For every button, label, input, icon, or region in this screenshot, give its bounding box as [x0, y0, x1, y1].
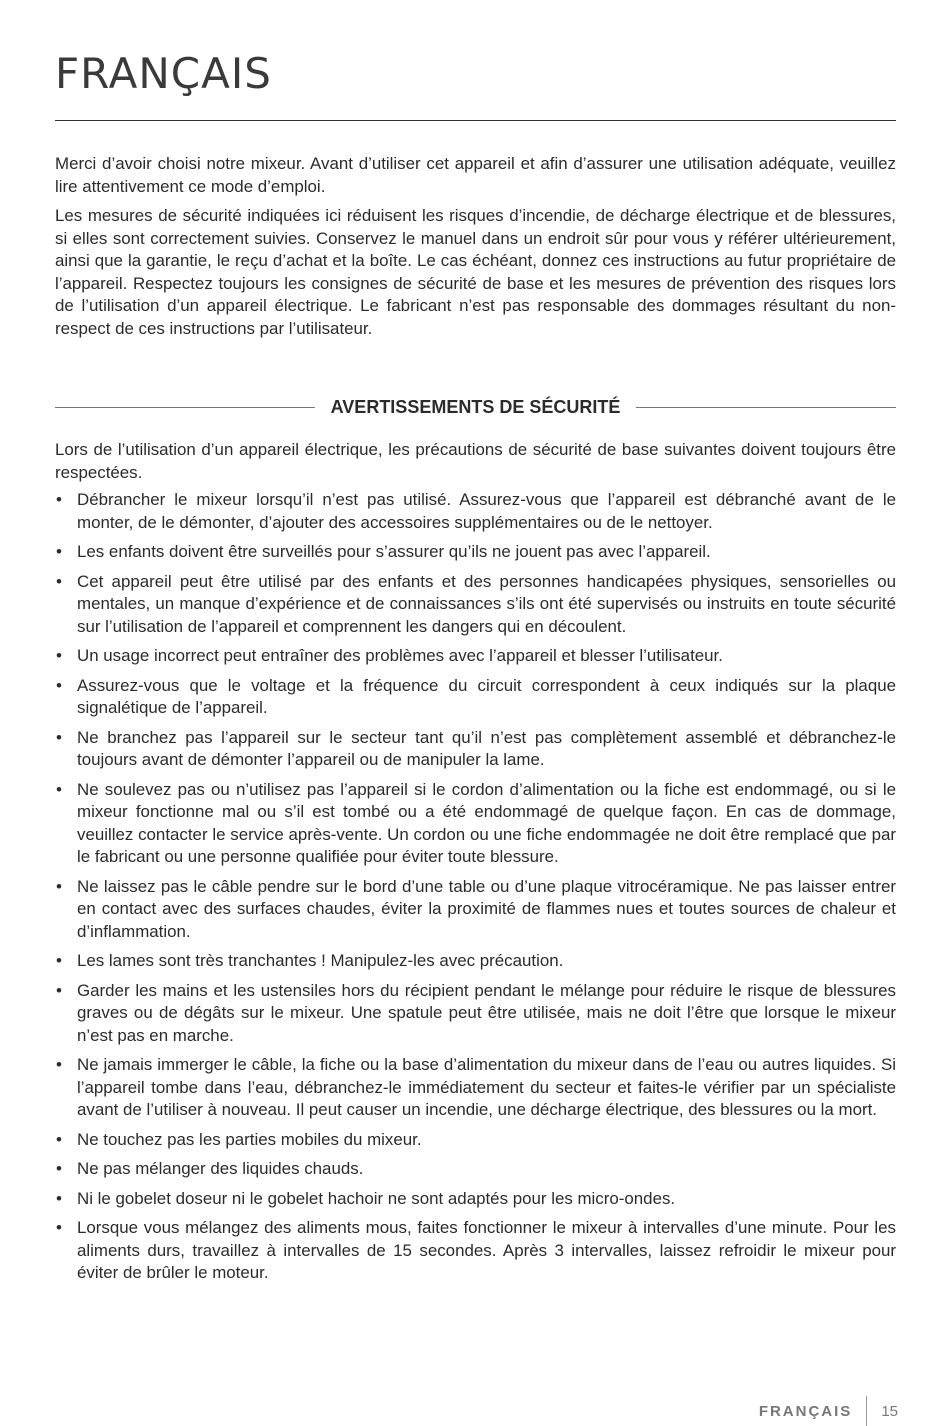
page-number: 15 — [881, 1402, 898, 1420]
warning-text: Les enfants doivent être surveillés pour s’assurer qu’ils ne jouent pas avec l’appareil. — [77, 542, 711, 561]
bullet-marker: • — [56, 951, 62, 970]
warning-text: Ni le gobelet doseur ni le gobelet hachoir ne sont adaptés pour les micro-ondes. — [77, 1188, 676, 1208]
safety-warnings-list — [55, 489, 896, 1292]
warning-text: Les lames sont très tranchantes ! Manipulez-les avec précaution. — [77, 951, 564, 970]
warning-item — [55, 541, 896, 564]
bullet-marker: • — [56, 542, 62, 561]
warning-item — [55, 980, 896, 1048]
warning-text: Ne touchez pas les parties mobiles du mixeur. — [77, 1129, 422, 1149]
bullet-marker: • — [56, 876, 62, 896]
warning-text: Un usage incorrect peut entraîner des problèmes avec l’appareil et blesser l’utilisateur. — [77, 646, 723, 665]
section-heading-text: AVERTISSEMENTS DE SÉCURITÉ — [330, 396, 621, 417]
section-lead-paragraph: Lors de l’utilisation d’un appareil électrique, les précautions de sécurité de base suivantes doivent toujours être respectées. — [55, 440, 896, 482]
bullet-marker: • — [56, 1055, 62, 1074]
warning-item — [55, 645, 896, 668]
section-heading-safety-warnings — [55, 394, 896, 420]
warning-item — [55, 876, 896, 944]
bullet-marker: • — [56, 1129, 62, 1149]
warning-item — [55, 779, 896, 869]
footer-language-label: FRANÇAIS — [758, 1402, 853, 1420]
warning-text: Cet appareil peut être utilisé par des enfants et des personnes handicapées physiques, sensorielles ou mentales, un manque d’expérience et de connaissances s’ils ont été supervisés ou instruits en toute sécurité sur l’utilisation de l’appareil et comprennent les dangers qui en découlent. — [77, 571, 896, 636]
footer-divider — [866, 1396, 867, 1426]
warning-text: Ne branchez pas l’appareil sur le secteur tant qu’il n’est pas complètement assemblé et débranchez-le toujours avant de démonter l’appareil ou de manipuler la lame. — [77, 727, 896, 769]
warning-item — [55, 1217, 896, 1285]
bullet-marker: • — [56, 1188, 62, 1208]
bullet-marker: • — [56, 646, 62, 665]
warning-text: Débrancher le mixeur lorsqu’il n’est pas utilisé. Assurez-vous que l’appareil est débranché avant de le monter, de le démonter, d’ajouter des accessoires supplémentaires ou de le nettoyer. — [77, 490, 896, 532]
warning-item — [55, 1054, 896, 1122]
warning-item — [55, 675, 896, 720]
warning-item — [55, 1158, 896, 1181]
bullet-marker: • — [56, 980, 62, 1000]
bullet-marker: • — [56, 779, 62, 799]
page-title: FRANÇAIS — [55, 49, 272, 98]
bullet-marker: • — [56, 675, 62, 695]
warning-item — [55, 1129, 896, 1152]
page-footer — [759, 1396, 898, 1426]
heading-rule-left — [55, 407, 315, 408]
intro-paragraph-1: Merci d’avoir choisi notre mixeur. Avant d’utiliser cet appareil et afin d’assurer une utilisation adéquate, veuillez lire attentivement ce mode d’emploi. — [55, 154, 896, 196]
bullet-marker: • — [56, 571, 62, 591]
bullet-marker: • — [56, 1218, 62, 1237]
warning-text: Assurez-vous que le voltage et la fréquence du circuit correspondent à ceux indiqués sur la plaque signalétique de l’appareil. — [77, 675, 896, 717]
warning-text: Ne laissez pas le câble pendre sur le bord d’une table ou d’une plaque vitrocéramique. Ne pas laisser entrer en contact avec des surfaces chaudes, éviter la proximité de flammes nues et toutes sources de chaleur et d’inflammation. — [77, 876, 896, 941]
bullet-marker: • — [56, 1159, 62, 1178]
warning-text: Ne soulevez pas ou n’utilisez pas l’appareil si le cordon d’alimentation ou la fiche est endommagé, ou si le mixeur fonctionne mal ou s’il est tombé ou a été endommagé de quelque façon. En cas de dommage, veuillez contacter le service après-vente. Un cordon ou une fiche endommagée ne doit être remplacé que par le fabricant ou une personne qualifiée pour éviter toute blessure. — [77, 779, 896, 866]
warning-item — [55, 571, 896, 639]
warning-text: Garder les mains et les ustensiles hors du récipient pendant le mélange pour réduire le risque de blessures graves ou de dégâts sur le mixeur. Une spatule peut être utilisée, mais ne doit l’être que lorsque le mixeur n’est pas en marche. — [77, 980, 896, 1045]
warning-text: Ne pas mélanger des liquides chauds. — [77, 1159, 364, 1178]
intro-paragraph-2: Les mesures de sécurité indiquées ici réduisent les risques d’incendie, de décharge électrique et de blessures, si elles sont correctement suivies. Conservez le manuel dans un endroit sûr pour vous y référer ultérieurement, ainsi que la garantie, le reçu d’achat et la boîte. Le cas échéant, donnez ces instructions au futur propriétaire de l’appareil. Respectez toujours les consignes de sécurité de base et les mesures de prévention des risques lors de l’utilisation d’un appareil électrique. Le fabricant n’est pas responsable des dommages résultant du non-respect de ces instructions par l’utilisateur. — [55, 206, 896, 338]
heading-rule-right — [636, 407, 896, 408]
bullet-marker: • — [56, 727, 62, 747]
warning-text: Lorsque vous mélangez des aliments mous, faites fonctionner le mixeur à intervalles d’une minute. Pour les aliments durs, travaillez à intervalles de 15 secondes. Après 3 intervalles, laissez refroidir le mixeur pour éviter de brûler le moteur. — [77, 1218, 896, 1282]
warning-item — [55, 727, 896, 772]
bullet-marker: • — [56, 490, 62, 509]
warning-item — [55, 489, 896, 534]
warning-item — [55, 1188, 896, 1211]
title-divider — [55, 120, 896, 121]
warning-text: Ne jamais immerger le câble, la fiche ou la base d’alimentation du mixeur dans de l’eau ou autres liquides. Si l’appareil tombe dans l’eau, débranchez-le immédiatement du secteur et faites-le vérifier par un spécialiste avant de l’utiliser à nouveau. Il peut causer un incendie, une décharge électrique, des blessures ou la mort. — [77, 1055, 896, 1119]
warning-item — [55, 950, 896, 973]
